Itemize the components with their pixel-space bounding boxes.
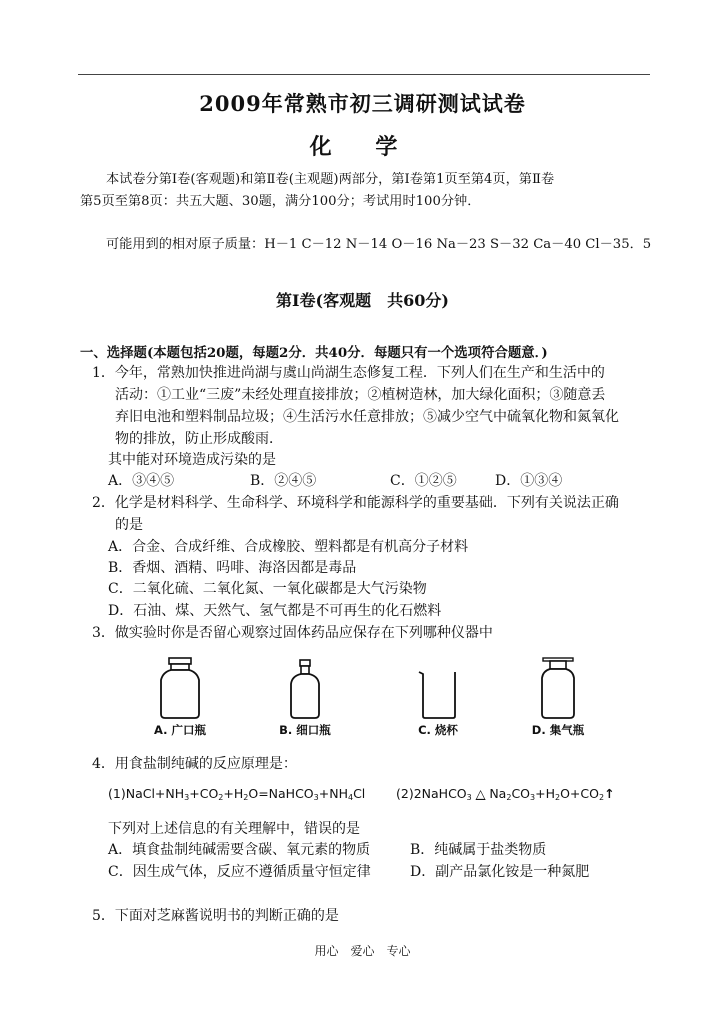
q1-option-a: A．③④⑤ xyxy=(108,473,175,489)
intro-line-2: 第5页至第8页：共五大题、30题，满分100分；考试用时100分钟． xyxy=(80,194,481,209)
exam-title: 2009年常熟市初三调研测试试卷 xyxy=(199,91,526,116)
q1-option-c: C．①②⑤ xyxy=(390,473,457,489)
figure-caption-c: C. 烧杯 xyxy=(418,723,458,737)
q3-apparatus-figures xyxy=(130,656,610,740)
q2-line-2: 的是 xyxy=(115,517,143,533)
q4-option-c: C．因生成气体，反应不遵循质量守恒定律 xyxy=(108,864,371,880)
q4-stem: 下列对上述信息的有关理解中，错误的是 xyxy=(108,821,360,837)
wide-mouth-bottle-figure xyxy=(130,656,230,740)
narrow-mouth-bottle-icon xyxy=(280,656,330,720)
figure-caption-d: D. 集气瓶 xyxy=(531,723,585,737)
header-rule xyxy=(78,74,650,75)
gas-jar-icon xyxy=(533,656,583,720)
q1-option-d: D．①③④ xyxy=(495,473,563,489)
q1-line-4: 物的排放，防止形成酸雨． xyxy=(115,431,283,447)
q2-option-b: B．香烟、酒精、吗啡、海洛因都是毒品 xyxy=(108,560,357,576)
q4-option-d: D．副产品氯化铵是一种氮肥 xyxy=(410,864,590,880)
q4-equation-2: (2)2NaHCO$_3$ △ $Na_2CO_3+H_2O+CO_2↑$ xyxy=(396,786,615,802)
q4-equation-1: $(1)NaCl+NH_3+CO_2+H_2O=NaHCO_3+NH_4Cl$ xyxy=(108,786,366,802)
beaker-icon xyxy=(413,656,463,720)
section-title: 第Ⅰ卷(客观题 共60分) xyxy=(276,291,449,310)
q5-line-1: 5．下面对芝麻酱说明书的判断正确的是 xyxy=(92,908,339,924)
part-heading: 一、选择题(本题包括20题，每题2分．共40分．每题只有一个选项符合题意．) xyxy=(80,345,548,361)
figure-caption-a: A. 广口瓶 xyxy=(154,723,206,737)
q4-line-1: 4．用食盐制纯碱的反应原理是： xyxy=(92,756,297,772)
q3-line-1: 3．做实验时你是否留心观察过固体药品应保存在下列哪种仪器中 xyxy=(92,625,493,641)
beaker-figure xyxy=(388,656,488,740)
figure-caption-b: B. 细口瓶 xyxy=(279,723,331,737)
q1-stem: 其中能对环境造成污染的是 xyxy=(108,452,276,468)
q1-line-1: 1．今年，常熟加快推进尚湖与虞山尚湖生态修复工程．下列人们在生产和生活中的 xyxy=(92,365,605,381)
q1-line-2: 活动：①工业“三废”未经处理直接排放；②植树造林，加大绿化面积；③随意丢 xyxy=(115,387,606,403)
narrow-mouth-bottle-figure xyxy=(255,656,355,740)
subject-title: 化 学 xyxy=(309,134,416,160)
q2-option-a: A．合金、合成纤维、合成橡胶、塑料都是有机高分子材料 xyxy=(108,539,469,555)
gas-arrow-up-icon: ↑ xyxy=(604,786,615,801)
wide-mouth-bottle-icon xyxy=(155,656,205,720)
q1-option-b: B．②④⑤ xyxy=(250,473,317,489)
q4-option-b: B．纯碱属于盐类物质 xyxy=(410,842,547,858)
q4-option-a: A．填食盐制纯碱需要含碳、氧元素的物质 xyxy=(108,842,371,858)
gas-jar-figure xyxy=(508,656,608,740)
q2-option-c: C．二氧化硫、二氧化氮、一氧化碳都是大气污染物 xyxy=(108,581,427,597)
q2-option-d: D．石油、煤、天然气、氢气都是不可再生的化石燃料 xyxy=(108,603,442,619)
footer-slogan: 用心 爱心 专心 xyxy=(314,944,411,958)
q1-line-3: 弃旧电池和塑料制品垃圾；④生活污水任意排放；⑤减少空气中硫氧化物和氮氧化 xyxy=(115,409,619,425)
q2-line-1: 2．化学是材料科学、生命科学、环境科学和能源科学的重要基础．下列有关说法正确 xyxy=(92,495,619,511)
heat-condition-icon: △ xyxy=(475,786,486,801)
intro-line-1: 本试卷分第Ⅰ卷(客观题)和第Ⅱ卷(主观题)两部分，第Ⅰ卷第1页至第4页，第Ⅱ卷 xyxy=(106,172,555,187)
atomic-masses: 可能用到的相对原子质量：H－1 C－12 N－14 O－16 Na－23 S－32 Ca－40 Cl－35．5 xyxy=(106,237,652,252)
